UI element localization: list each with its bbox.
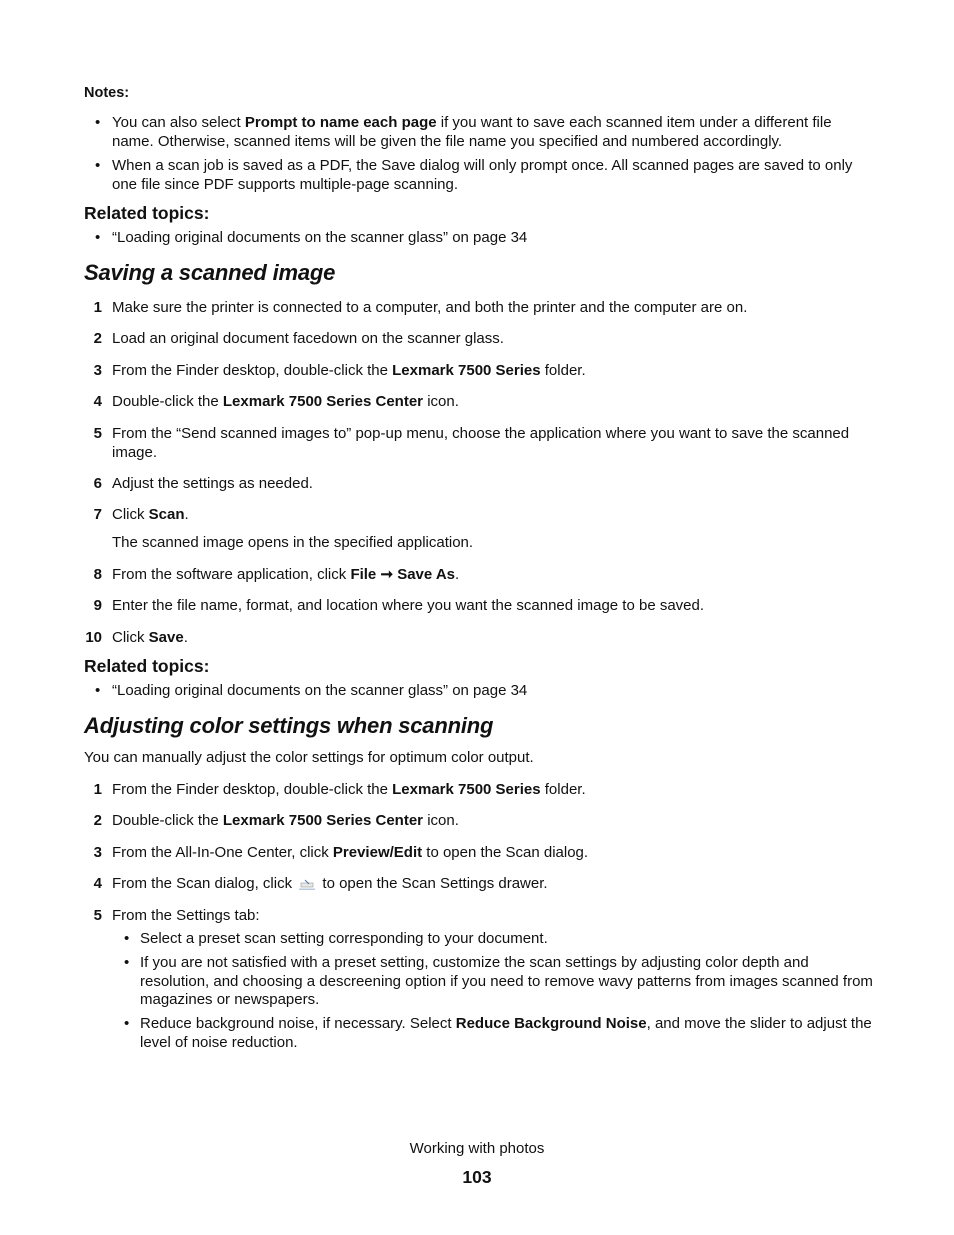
step-text: From the “Send scanned images to” pop-up menu, choose the application where you want to save the scanned image. [112, 425, 850, 461]
step-text [112, 812, 877, 831]
step-text-part: Double-click the [112, 812, 223, 829]
step-bold: Save [148, 629, 184, 646]
related-topic-link[interactable]: “Loading original documents on the scanner glass” on page 34 [112, 682, 528, 699]
section-title-saving: Saving a scanned image [84, 260, 336, 285]
step-bold: Lexmark 7500 Series [392, 781, 541, 798]
note-item: When a scan job is saved as a PDF, the Save dialog will only prompt once. All scanned pages are saved to only one file since PDF supports multiple-page scanning. [112, 157, 853, 193]
step-bold: Lexmark 7500 Series Center [222, 393, 424, 410]
step-text [112, 781, 877, 800]
step-text: Enter the file name, format, and location where you want the scanned image to be saved. [112, 597, 705, 614]
step-text-part: Double-click the [112, 393, 223, 410]
sub-step-text: If you are not satisfied with a preset setting, customize the scan settings by adjusting color depth and resolution, and choosing a descreening option if you need to remove wavy patterns from images scanned from magazines or newspapers. [140, 954, 873, 1008]
note-bold: Prompt to name each page [244, 114, 437, 131]
step-text-part: Click [112, 506, 149, 523]
bullet-icon: • [124, 1015, 130, 1032]
step-text [112, 566, 877, 585]
related-topic-link[interactable]: “Loading original documents on the scanner glass” on page 34 [112, 229, 528, 246]
notes-label: Notes: [84, 85, 130, 101]
step-text-part: icon. [423, 812, 459, 829]
step-number: 2 [93, 812, 102, 829]
step-text: From the Settings tab: [112, 907, 260, 924]
sub-step-text-part: , and move the slider to adjust the level of noise reduction. [140, 1015, 872, 1051]
related-topics-heading: Related topics: [84, 656, 210, 676]
scan-settings-icon [298, 878, 316, 891]
step-text [112, 844, 877, 863]
step-note: The scanned image opens in the specified application. [112, 534, 474, 551]
step-number: 2 [93, 330, 102, 347]
sub-step-bold: Reduce Background Noise [455, 1015, 647, 1032]
step-text-part: icon. [423, 393, 459, 410]
bullet-icon: • [124, 954, 130, 971]
step-number: 3 [93, 362, 102, 379]
step-text: Make sure the printer is connected to a computer, and both the printer and the computer are on. [112, 299, 748, 316]
step-text [112, 362, 877, 381]
bullet-icon: • [95, 157, 101, 174]
step-bold: Scan [148, 506, 185, 523]
step-text-part: From the Finder desktop, double-click the [112, 362, 393, 379]
note-text: if you want to save each scanned item under a different file name. Otherwise, scanned items will be given the file name you specified and numbered accordingly. [112, 114, 832, 150]
note-item [112, 114, 877, 151]
step-number: 9 [93, 597, 102, 614]
step-text-part: From the software application, click [112, 566, 351, 583]
step-text-part: folder. [540, 362, 586, 379]
step-bold: Lexmark 7500 Series Center [222, 812, 424, 829]
bullet-icon: • [95, 229, 101, 246]
step-bold: Preview/Edit [332, 844, 423, 861]
step-bold: Lexmark 7500 Series [392, 362, 541, 379]
step-text [112, 629, 877, 648]
step-text [112, 506, 877, 525]
step-number: 3 [93, 844, 102, 861]
note-text: You can also select [112, 114, 245, 131]
step-number: 6 [93, 475, 102, 492]
step-number: 1 [93, 299, 102, 316]
step-number: 10 [85, 629, 102, 646]
step-text-part: . [455, 566, 460, 583]
step-number: 8 [93, 566, 102, 583]
step-text [112, 393, 877, 412]
step-text-part: folder. [540, 781, 586, 798]
step-text [112, 875, 877, 894]
page-number: 103 [462, 1167, 492, 1187]
step-text: Adjust the settings as needed. [112, 475, 313, 492]
step-text-part: From the All-In-One Center, click [112, 844, 333, 861]
step-number: 1 [93, 781, 102, 798]
related-topics-heading: Related topics: [84, 203, 210, 223]
step-text-part: . [184, 506, 189, 523]
step-text-part: . [183, 629, 188, 646]
step-number: 7 [93, 506, 102, 523]
step-number: 5 [93, 907, 102, 924]
section-title-adjusting: Adjusting color settings when scanning [84, 713, 494, 738]
step-text: Load an original document facedown on the scanner glass. [112, 330, 504, 347]
section-intro: You can manually adjust the color settings for optimum color output. [84, 749, 534, 766]
step-text-part: From the Finder desktop, double-click the [112, 781, 393, 798]
step-number: 4 [93, 393, 102, 410]
sub-step-text [140, 1015, 877, 1052]
step-text-part: to open the Scan dialog. [422, 844, 589, 861]
step-number: 4 [93, 875, 102, 892]
sub-step-text: Select a preset scan setting corresponding to your document. [140, 930, 548, 947]
sub-step-text-part: Reduce background noise, if necessary. Select [140, 1015, 456, 1032]
footer-section-title: Working with photos [409, 1140, 545, 1157]
arrow-icon: ➞ [376, 566, 398, 583]
step-text-part: From the Scan dialog, click [112, 875, 297, 892]
bullet-icon: • [124, 930, 130, 947]
step-bold: File [350, 566, 377, 583]
step-text-part: to open the Scan Settings drawer. [318, 875, 548, 892]
bullet-icon: • [95, 114, 101, 131]
step-text-part: Click [112, 629, 149, 646]
step-number: 5 [93, 425, 102, 442]
step-bold: Save As [397, 566, 456, 583]
bullet-icon: • [95, 682, 101, 699]
